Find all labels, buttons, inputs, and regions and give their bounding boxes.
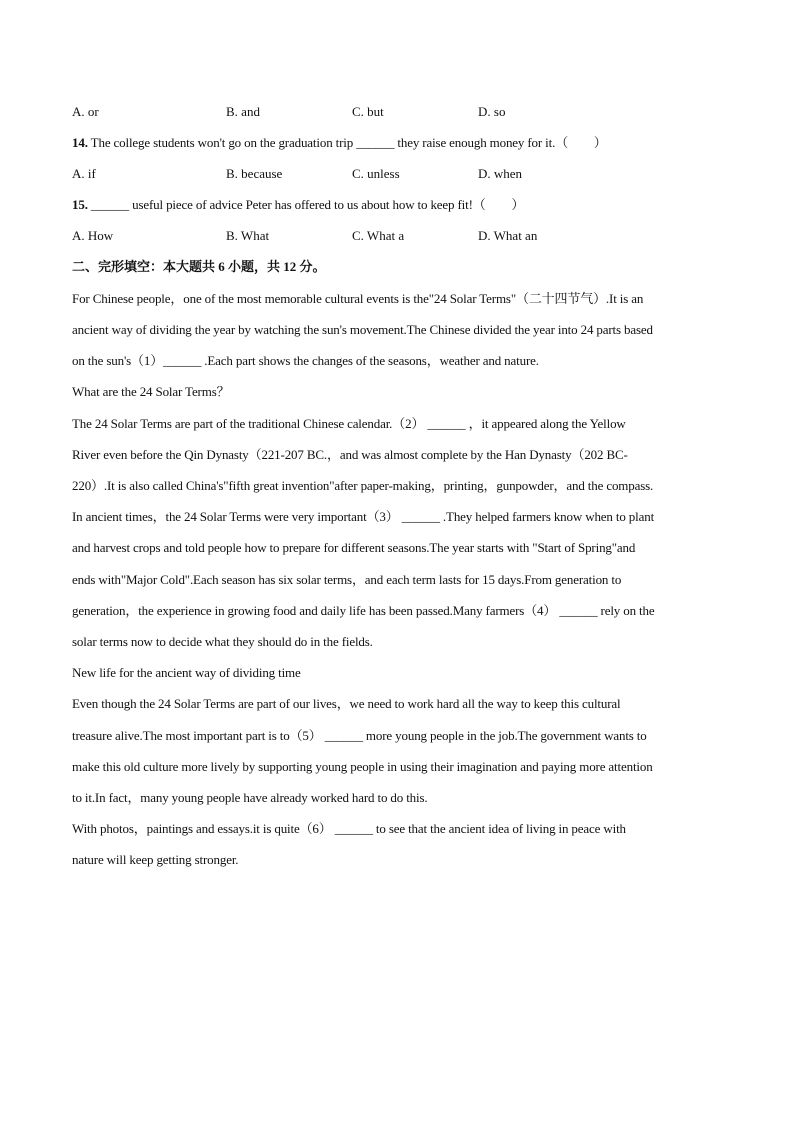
q15-number: 15.	[72, 197, 88, 212]
q13-option-b: B. and	[226, 104, 260, 119]
q15-option-d: D. What an	[478, 228, 538, 243]
passage-line: 220）.It is also called China's"fifth great invention"after paper-making，printing，gunpowder，and the compass.	[72, 478, 654, 493]
q15-option-c: C. What a	[352, 228, 405, 243]
passage-line: Even though the 24 Solar Terms are part of our lives，we need to work hard all the way to keep this cultural	[72, 696, 621, 711]
q15-stem: ______ useful piece of advice Peter has offered to us about how to keep fit!（ ）	[87, 197, 525, 212]
passage-line: ends with"Major Cold".Each season has six solar terms，and each term lasts for 15 days.From generation to	[72, 572, 622, 587]
q13-option-a: A. or	[72, 104, 99, 119]
passage-line: treasure alive.The most important part is to（5） ______ more young people in the job.The government wants to	[72, 728, 647, 743]
passage-line: ancient way of dividing the year by watching the sun's movement.The Chinese divided the year into 24 parts based	[72, 322, 653, 337]
q13-option-c: C. but	[352, 104, 384, 119]
section-score-count: 12	[280, 259, 300, 274]
passage-line: make this old culture more lively by supporting young people in using their imagination and paying more attention	[72, 759, 653, 774]
q15-stem-line	[72, 196, 524, 214]
passage-line: nature will keep getting stronger.	[72, 852, 239, 867]
section-question-count: 6	[215, 259, 229, 274]
q14-option-a: A. if	[72, 166, 96, 181]
section-title-part3: 分。	[299, 260, 326, 275]
section-title-part1: 二、完形填空：本大题共	[72, 260, 216, 275]
q14-option-b: B. because	[226, 166, 283, 181]
q15-option-b: B. What	[226, 228, 270, 243]
passage-line: In ancient times，the 24 Solar Terms were very important（3） ______ .They helped farmers know when to plant	[72, 509, 655, 524]
passage-line: to it.In fact，many young people have already worked hard to do this.	[72, 790, 428, 805]
passage-heading: New life for the ancient way of dividing time	[72, 665, 301, 680]
section-title	[72, 258, 326, 277]
q14-stem-line	[72, 134, 607, 152]
q14-number: 14.	[72, 135, 88, 150]
passage-line: River even before the Qin Dynasty（221-207 BC.，and was almost complete by the Han Dynasty（202 BC-	[72, 447, 628, 462]
passage-line: The 24 Solar Terms are part of the traditional Chinese calendar.（2） ______ ，it appeared along the Yellow	[72, 416, 626, 431]
passage-line: For Chinese people，one of the most memorable cultural events is the"24 Solar Terms"（二十四节气）.It is an	[72, 291, 644, 306]
q14-stem: The college students won't go on the graduation trip ______ they raise enough money for it.（ ）	[87, 135, 607, 150]
passage-heading: What are the 24 Solar Terms？	[72, 384, 230, 399]
passage-line: generation，the experience in growing food and daily life has been passed.Many farmers（4） ______ rely on the	[72, 603, 655, 618]
q14-option-d: D. when	[478, 166, 523, 181]
passage-line: With photos，paintings and essays.it is quite（6） ______ to see that the ancient idea of living in peace with	[72, 821, 626, 836]
section-title-part2: 小题，共	[228, 260, 281, 275]
q13-option-d: D. so	[478, 104, 506, 119]
passage-line: and harvest crops and told people how to prepare for different seasons.The year starts with "Start of Spring"and	[72, 540, 636, 555]
passage-line: on the sun's（1）______ .Each part shows the changes of the seasons，weather and nature.	[72, 353, 539, 368]
q14-option-c: C. unless	[352, 166, 400, 181]
q15-option-a: A. How	[72, 228, 114, 243]
passage-line: solar terms now to decide what they should do in the fields.	[72, 634, 373, 649]
